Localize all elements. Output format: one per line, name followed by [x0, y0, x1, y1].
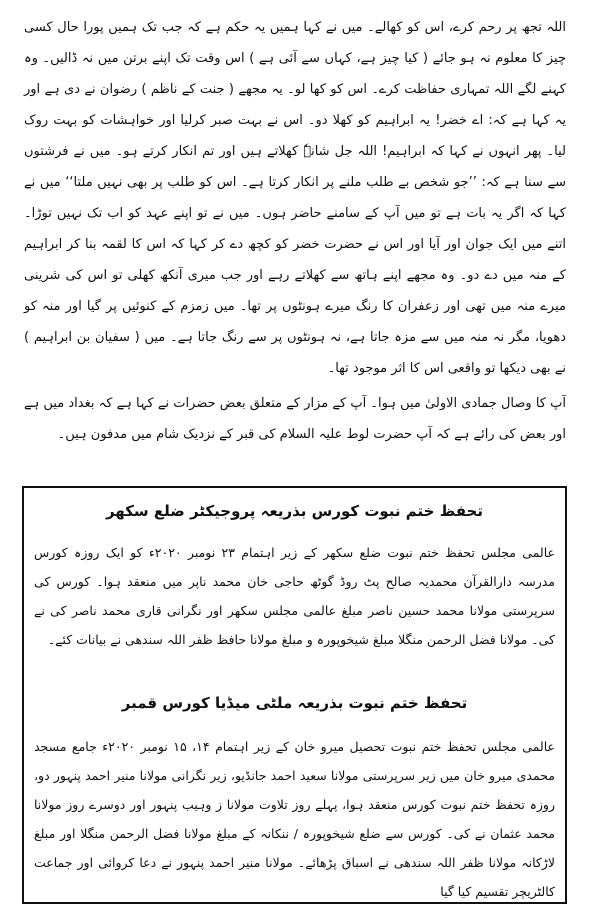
- article-paragraph-1: اللہ تجھ پر رحم کرے، اس کو کھالے۔ میں نے کہا ہمیں یہ حکم ہے کہ جب تک ہمیں پورا حال کسی چیز کا معلوم نہ ہو جائے ( کیا چیز ہے، کہاں سے آئی ہے ) اس وقت تک اپنے برتن میں نہ ڈالیں۔ وہ کہنے لگے اللہ تمہاری حفاظت کرے۔ اس کو کھا لو۔ یہ مجھے ( جنت کے ناظم ) رضوان نے دی ہے اور یہ کہا ہے کہ: اے خضر! یہ ابراہیم کو کھلا دو۔ اس نے بہت صبر کرلیا اور خواہشات کو بہت روک لیا۔ پھر انہوں نے کہا کہ ابراہیم! اللہ جل شانہٗ کھلاتے ہیں اور تم انکار کرتے ہو۔ میں نے فرشتوں سے سنا ہے کہ: ’’جو شخص بے طلب ملنے پر انکار کرتا ہے۔ اس کو طلب پر بھی نہیں ملتا‘‘ میں نے کہا کہ اگر یہ بات ہے تو میں آپ کے سامنے حاضر ہوں۔ میں نے تو اپنے عہد کو اب تک نہیں توڑا۔ اتنے میں ایک جوان اور آیا اور اس نے حضرت خضر کو کچھ دے کر کہا کہ اس کا لقمہ بنا کر ابراہیم کے منہ میں دے دو۔ وہ مجھے اپنے ہاتھ سے کھلاتے رہے اور جب میری آنکھ کھلی تو اس کی شرینی میرے منہ میں تھی اور زعفران کا رنگ میرے ہونٹوں پر تھا۔ میں زمزم کے کنوئیں پر گیا اور منہ کو دھویا، مگر نہ منہ میں سے مزہ جاتا ہے، نہ ہونٹوں پر سے رنگ جاتا ہے۔ میں ( سفیان بن ابراہیم ) نے بھی دیکھا تو واقعی اس کا اثر موجود تھا۔: [24, 20, 566, 376]
- article-paragraph-2: آپ کا وصال جمادی الاولیٰ میں ہوا۔ آپ کے مزار کے متعلق بعض حضرات نے کہا ہے کہ بغداد میں ہے اور بعض کی رائے ہے کہ آپ حضرت لوط علیہ السلام کی قبر کے نزدیک شام میں مدفون ہیں۔: [24, 396, 566, 442]
- news-body-1: عالمی مجلس تحفظ ختم نبوت ضلع سکھر کے زیر اہتمام ۲۳ نومبر ۲۰۲۰ء کو ایک روزہ کورس مدرسہ دارالقرآن محمدیہ صالح پٹ روڈ گوٹھ حاجی خان محمد ناپر میں منعقد ہوا۔ کورس کی سرپرستی مولانا محمد حسین ناصر مبلغ عالمی مجلس سکھر اور نگرانی قاری محمد ناصر کی نے کی۔ مولانا فضل الرحمن منگلا مبلغ شیخوپورہ و مبلغ مولانا حافظ ظفر اللہ سندھی نے بیانات کئے۔: [34, 545, 556, 647]
- news-body-2: عالمی مجلس تحفظ ختم نبوت تحصیل میرو خان کے زیر اہتمام ۱۴، ۱۵ نومبر ۲۰۲۰ء جامع مسجد محمدی میرو خان میں زیر سرپرستی مولانا سعید احمد جانڈیو، زیر نگرانی مولانا منیر احمد پنہور دو، روزہ تحفظ ختم نبوت کورس منعقد ہوا، پہلے روز تلاوت مولانا ز وہیب پنہور اور دوسرے روز مولانا محمد عثمان نے کی۔ کورس سے ضلع شیخوپورہ / ننکانہ کے مبلغ مولانا فضل الرحمن منگلا اور مبلغ لاڑکانہ مولانا ظفر اللہ سندھی نے اسباق پڑھائے۔ مولانا منیر احمد پنہور نے دعا کروائی اور جماعت کالٹریچر تقسیم کیا گیا: [34, 739, 555, 899]
- news-heading-2: تحفظ ختم نبوت بذریعہ ملٹی میڈیا کورس قمبر: [121, 694, 468, 712]
- news-box: [22, 486, 567, 904]
- news-heading-1: تحفظ ختم نبوت کورس بذریعہ پروجیکٹر ضلع سکھر: [105, 502, 484, 520]
